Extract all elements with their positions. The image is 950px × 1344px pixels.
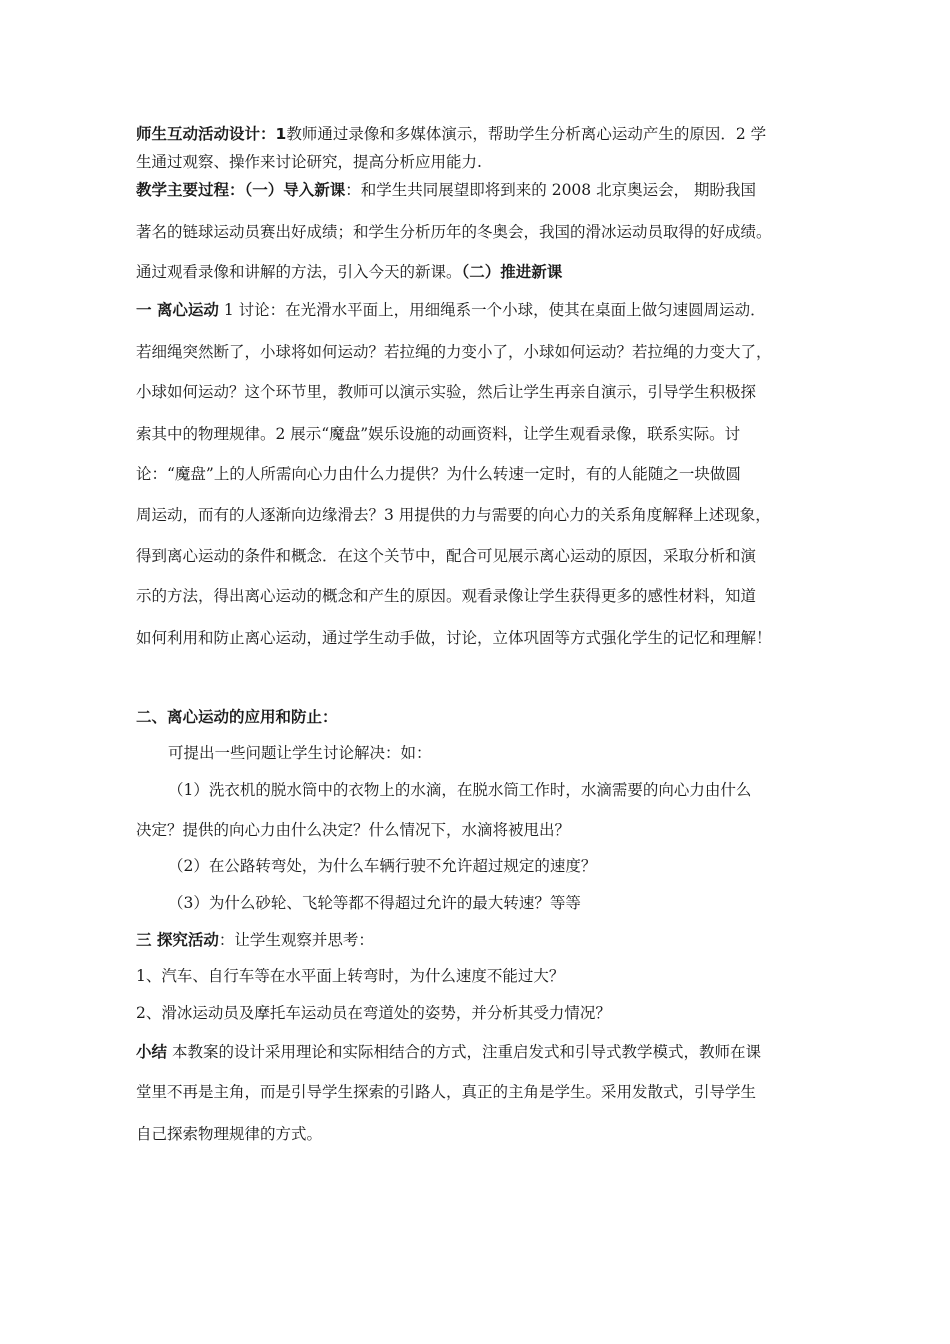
centrifugal-line-1 xyxy=(136,300,766,320)
summary-line-1 xyxy=(136,1042,761,1062)
inquiry-label: 三 探究活动 xyxy=(136,931,219,949)
centrifugal-line-7: 得到离心运动的条件和概念．在这个关节中，配合可见展示离心运动的原因，采取分析和演 xyxy=(136,547,757,565)
inquiry-text: ：让学生观察并思考： xyxy=(218,931,374,949)
intro-label: （一）导入新课 xyxy=(244,181,346,199)
summary-line-2: 堂里不再是主角，而是引导学生探索的引路人，真正的主角是学生。采用发散式，引导学生 xyxy=(136,1083,757,1101)
centrifugal-line-2: 若细绳突然断了，小球将如何运动？若拉绳的力变小了，小球如何运动？若拉绳的力变大了， xyxy=(136,343,772,361)
process-line-1 xyxy=(136,180,756,200)
section-3-line xyxy=(136,930,374,950)
centrifugal-text-1: 1 讨论：在光滑水平面上，用细绳系一个小球，使其在桌面上做匀速圆周运动． xyxy=(218,301,766,319)
process-text-1: ：和学生共同展望即将到来的 2008 北京奥运会， 期盼我国 xyxy=(345,181,757,199)
summary-line-3: 自己探索物理规律的方式。 xyxy=(136,1125,323,1143)
process-text-3: 通过观看录像和讲解的方法，引入今天的新课。 xyxy=(136,263,462,281)
centrifugal-line-6: 周运动，而有的人逐渐向边缘滑去？3 用提供的力与需要的向心力的关系角度解释上述现象， xyxy=(136,506,771,524)
process-line-3 xyxy=(136,262,562,282)
question-1-line-2: 决定？提供的向心力由什么决定？什么情况下，水滴将被甩出？ xyxy=(136,821,571,839)
centrifugal-line-8: 示的方法，得出离心运动的概念和产生的原因。观看录像让学生获得更多的感性材料，知道 xyxy=(136,587,757,605)
question-2: （2）在公路转弯处，为什么车辆行驶不允许超过规定的速度？ xyxy=(168,857,597,875)
section-2-heading: 二、离心运动的应用和防止： xyxy=(136,708,338,726)
inquiry-item-1: 1、汽车、自行车等在水平面上转弯时，为什么速度不能过大？ xyxy=(136,967,565,985)
centrifugal-line-4: 索其中的物理规律。2 展示“魔盘”娱乐设施的动画资料，让学生观看录像，联系实际。讨 xyxy=(136,425,741,443)
summary-label: 小结 xyxy=(136,1043,168,1061)
centrifugal-label: 一 离心运动 xyxy=(136,301,219,319)
advance-label: （二）推进新课 xyxy=(461,263,563,281)
design-num: 1 xyxy=(275,125,287,143)
design-line-1 xyxy=(136,124,766,144)
design-text-1: 教师通过录像和多媒体演示，帮助学生分析离心运动产生的原因．2 学 xyxy=(286,125,767,143)
process-label: 教学主要过程： xyxy=(136,181,245,199)
centrifugal-line-5: 论：“魔盘”上的人所需向心力由什么力提供？为什么转速一定时，有的人能随之一块做圆 xyxy=(136,465,741,483)
section-2-intro: 可提出一些问题让学生讨论解决：如： xyxy=(168,744,432,762)
question-1-line-1: （1）洗衣机的脱水筒中的衣物上的水滴，在脱水筒工作时，水滴需要的向心力由什么 xyxy=(168,781,752,799)
question-3: （3）为什么砂轮、飞轮等都不得超过允许的最大转速？等等 xyxy=(168,894,581,912)
centrifugal-line-3: 小球如何运动？这个环节里，教师可以演示实验，然后让学生再亲自演示，引导学生积极探 xyxy=(136,383,757,401)
centrifugal-line-9: 如何利用和防止离心运动，通过学生动手做，讨论，立体巩固等方式强化学生的记忆和理解！ xyxy=(136,629,772,647)
process-line-2: 著名的链球运动员赛出好成绩；和学生分析历年的冬奥会，我国的滑冰运动员取得的好成绩。 xyxy=(136,223,772,241)
summary-text-1: 本教案的设计采用理论和实际相结合的方式，注重启发式和引导式教学模式，教师在课 xyxy=(167,1043,761,1061)
design-label: 师生互动活动设计： xyxy=(136,125,276,143)
design-line-2: 生通过观察、操作来讨论研究，提高分析应用能力. xyxy=(136,153,482,171)
inquiry-item-2: 2、滑冰运动员及摩托车运动员在弯道处的姿势，并分析其受力情况？ xyxy=(136,1004,611,1022)
